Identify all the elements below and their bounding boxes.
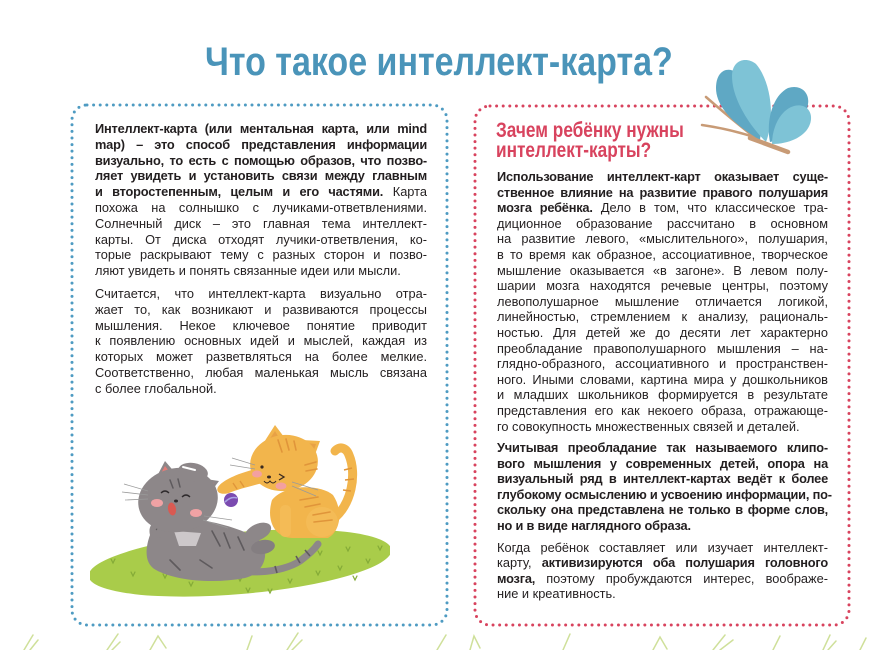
text-segment: и второстепенным, целым и его частями.	[95, 184, 384, 200]
text-line	[95, 216, 427, 232]
text-segment: мышление оказывается «в загоне». В левом полу-	[497, 262, 828, 278]
text-line	[95, 137, 427, 153]
text-segment: вого мышления у современных детей, опора на	[497, 455, 828, 471]
text-segment: Когда ребёнок составляет или изучает интеллект-	[497, 539, 828, 555]
text-line	[95, 286, 427, 302]
text-segment: визуальный ряд в интеллект-картах ведёт к более	[497, 471, 828, 487]
text-line	[95, 247, 427, 263]
text-line	[95, 232, 427, 248]
text-segment: глядно-образного, ассоциативного и пространствен-	[497, 356, 828, 372]
page-title: Что такое интеллект-карта?	[205, 40, 673, 84]
text-segment: го совокупность множественных связей и деталей.	[497, 418, 800, 434]
text-segment: в то время как образное, ассоциативное, творческое	[497, 246, 828, 262]
text-line	[497, 247, 828, 263]
text-segment: ние и креативность.	[497, 586, 616, 602]
text-segment: Соответственно, любая маленькая мысль связана	[95, 364, 427, 380]
text-segment: визуально, то есть с помощью образов, что позво-	[95, 152, 427, 168]
text-segment: левополушарное мышление отличается логикой,	[497, 293, 828, 309]
text-line	[497, 169, 828, 185]
text-line	[497, 200, 828, 216]
paragraph-thinking-process	[95, 286, 427, 397]
text-segment: на развитие левого, «мыслительного», полушария,	[497, 231, 828, 247]
text-line	[95, 333, 427, 349]
text-line	[95, 318, 427, 334]
text-segment: диционное образование рассчитано в основном	[497, 215, 828, 231]
text-line	[95, 302, 427, 318]
text-line	[497, 403, 828, 419]
text-segment: Интеллект-карта (или ментальная карта, или mind	[95, 121, 427, 136]
text-segment: торые раскрывают тему с разных сторон и позво-	[95, 247, 427, 263]
text-segment: которых может разветвляться на более мелкие.	[95, 349, 427, 365]
text-line	[497, 263, 828, 279]
left-panel-text	[95, 121, 427, 404]
text-line	[95, 168, 427, 184]
text-line	[95, 153, 427, 169]
text-segment: карту,	[497, 555, 532, 571]
text-line	[95, 263, 427, 279]
text-segment: ностью. Для детей же до десяти лет характерно	[497, 324, 828, 340]
text-segment: Считается, что интеллект-карта визуально отра-	[95, 285, 427, 301]
text-line	[497, 419, 828, 435]
text-segment: карты. От диска отходят лучики-ответвления, ко-	[95, 231, 427, 247]
text-line	[497, 216, 828, 232]
text-line	[497, 309, 828, 325]
text-line	[95, 349, 427, 365]
text-segment: поэтому пробуждаются интерес, воображе-	[535, 570, 828, 586]
text-segment: похожа на солнышко с лучиками-ответвлениями.	[95, 199, 427, 215]
text-segment: представления его как некоего образа, отражающе-	[497, 402, 828, 418]
text-segment: к появлению основных идей и мыслей, каждая из	[95, 333, 427, 349]
text-segment: ляют увидеть и понять связанные идеи или мысли.	[95, 263, 401, 279]
text-line	[497, 387, 828, 403]
text-segment: глубокому осмыслению и усвоению информации, по-	[497, 486, 832, 502]
text-line	[497, 356, 828, 372]
text-segment: Солнечный диск – это главная тема интеллект-	[95, 215, 427, 231]
text-line	[497, 456, 828, 472]
text-line	[95, 184, 427, 200]
text-segment: линейностью, стремлением к анализу, рациональ-	[497, 309, 828, 325]
text-segment: ственное влияние на развитие правого полушария	[497, 184, 828, 200]
text-segment: мозга,	[497, 570, 536, 586]
text-line	[497, 471, 828, 487]
text-line	[95, 365, 427, 381]
text-segment: активизируются оба полушария головного	[531, 555, 828, 571]
text-line	[497, 440, 828, 456]
text-line	[497, 294, 828, 310]
text-line	[95, 381, 427, 397]
text-segment: ляет увидеть и установить связи между главным	[95, 168, 427, 184]
paragraph-definition	[95, 121, 427, 279]
text-line	[497, 278, 828, 294]
text-segment: преобладание правополушарного мышления – на-	[497, 340, 828, 356]
text-line	[95, 200, 427, 216]
paragraph-brain-hemispheres	[497, 169, 828, 434]
text-line	[497, 341, 828, 357]
text-segment: и младших школьников формируется в результате	[497, 387, 828, 403]
heading-line: интеллект-карты?	[496, 139, 652, 162]
text-segment: мышления. Некое ключевое понятие приводит	[95, 317, 427, 333]
text-line	[497, 325, 828, 341]
text-line	[497, 555, 828, 571]
text-line	[497, 486, 832, 503]
text-line	[95, 121, 427, 137]
text-segment: Использование интеллект-карт оказывает суще-	[497, 169, 828, 184]
text-segment: с более глобальной.	[95, 380, 217, 396]
right-panel-text	[497, 169, 832, 608]
text-line	[497, 185, 828, 201]
paragraph-creativity	[497, 540, 828, 602]
paragraph-clip-thinking	[497, 440, 832, 534]
text-line	[497, 540, 828, 556]
text-segment: мозга ребёнка.	[497, 200, 593, 216]
text-segment: map) – это способ представления информации	[95, 136, 427, 152]
section-heading	[496, 121, 684, 161]
text-segment: Учитывая преобладание так называемого клипо-	[497, 440, 828, 456]
text-segment: Карта	[383, 184, 427, 200]
text-segment: скольку она представлена не только в форме слов,	[497, 502, 828, 518]
text-line	[497, 571, 828, 587]
heading-line: Зачем ребёнку нужны	[496, 119, 684, 142]
text-segment: Дело в том, что классическое тра-	[592, 200, 828, 216]
text-line	[497, 518, 828, 534]
text-segment: шарии мозга находятся речевые центры, поэтому	[497, 278, 828, 294]
text-line	[497, 372, 828, 388]
text-segment: жает то, как возникают и развиваются процессы	[95, 301, 427, 317]
text-segment: но и в виде наглядного образа.	[497, 518, 691, 534]
text-line	[497, 502, 828, 518]
text-line	[497, 231, 828, 247]
bottom-grass-icon	[0, 625, 890, 650]
text-line	[497, 586, 828, 602]
text-segment: ного. Иными словами, картина мира у дошкольников	[497, 371, 828, 387]
